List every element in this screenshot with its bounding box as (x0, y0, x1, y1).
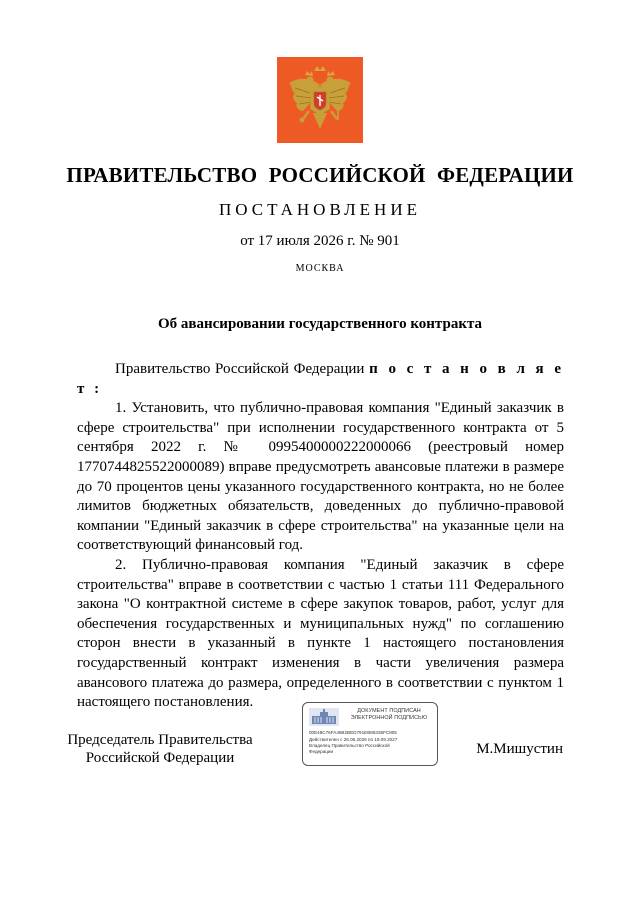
stamp-certificate: 00E48C76FA46B2BED791EB88336FC805 (309, 730, 397, 735)
stamp-title (343, 708, 435, 721)
point-1: 1. Установить, что публично-правовая компания "Единый заказчик в сфере строительства" при исполнении государственного контракта от 5 сентября 2022 г. № 0995400000222000066 (реестровый номер 1770744825522000089) вправе предусмотреть авансовые платежи в размере до 70 процентов цены указанного государственного контракта, но не более лимитов бюджетных обязательств, доведенных до публично-правовой компании "Единый заказчик в сфере строительства" на указанные цели на соответствующий финансовый год. (77, 400, 564, 554)
point-2: 2. Публично-правовая компания "Единый заказчик в сфере строительства" вправе в соответствии с частью 1 статьи 111 Федерального закона "О контрактной системе в сфере закупок товаров, работ, услуг для обеспечения государственных и муниципальных нужд" по соглашению сторон внести в указанный в пункте 1 настоящего постановления государственный контракт изменения в части увеличения размера авансового платежа до размера, определенного в соответствии с пунктом 1 настоящего постановления. (77, 556, 564, 711)
electronic-signature-stamp (302, 702, 438, 766)
government-building-icon (309, 708, 339, 726)
preamble-text: Правительство Российской Федерации (115, 361, 370, 377)
government-title: ПРАВИТЕЛЬСТВО РОССИЙСКОЙ ФЕДЕРАЦИИ (66, 163, 574, 187)
russian-coat-of-arms-icon (277, 57, 363, 143)
stamp-owner-line-2: Федерации (309, 749, 334, 754)
signatory-role-line-2: Российской Федерации (85, 750, 235, 766)
signatory-role (60, 731, 260, 767)
preamble-decree-word: п о с т а н о в л я е т : (77, 361, 564, 397)
stamp-validity: Действителен с 26.06.2026 по 19.09.2027 (309, 737, 398, 742)
stamp-title-line-1: ДОКУМЕНТ ПОДПИСАН (357, 708, 421, 714)
city: МОСКВА (295, 263, 345, 274)
stamp-title-line-2: ЭЛЕКТРОННОЙ ПОДПИСЬЮ (350, 714, 428, 721)
stamp-owner-line-1: Владелец Правительство Российской (309, 743, 390, 748)
signatory-name: М.Мишустин (476, 741, 563, 757)
document-subject: Об авансировании государственного контракта (157, 316, 483, 332)
document-date-number: от 17 июля 2026 г. № 901 (240, 233, 400, 249)
signatory-role-line-1: Председатель Правительства (67, 732, 253, 748)
preamble (77, 360, 564, 399)
document-body (77, 360, 564, 713)
document-type: ПОСТАНОВЛЕНИЕ (218, 200, 421, 219)
